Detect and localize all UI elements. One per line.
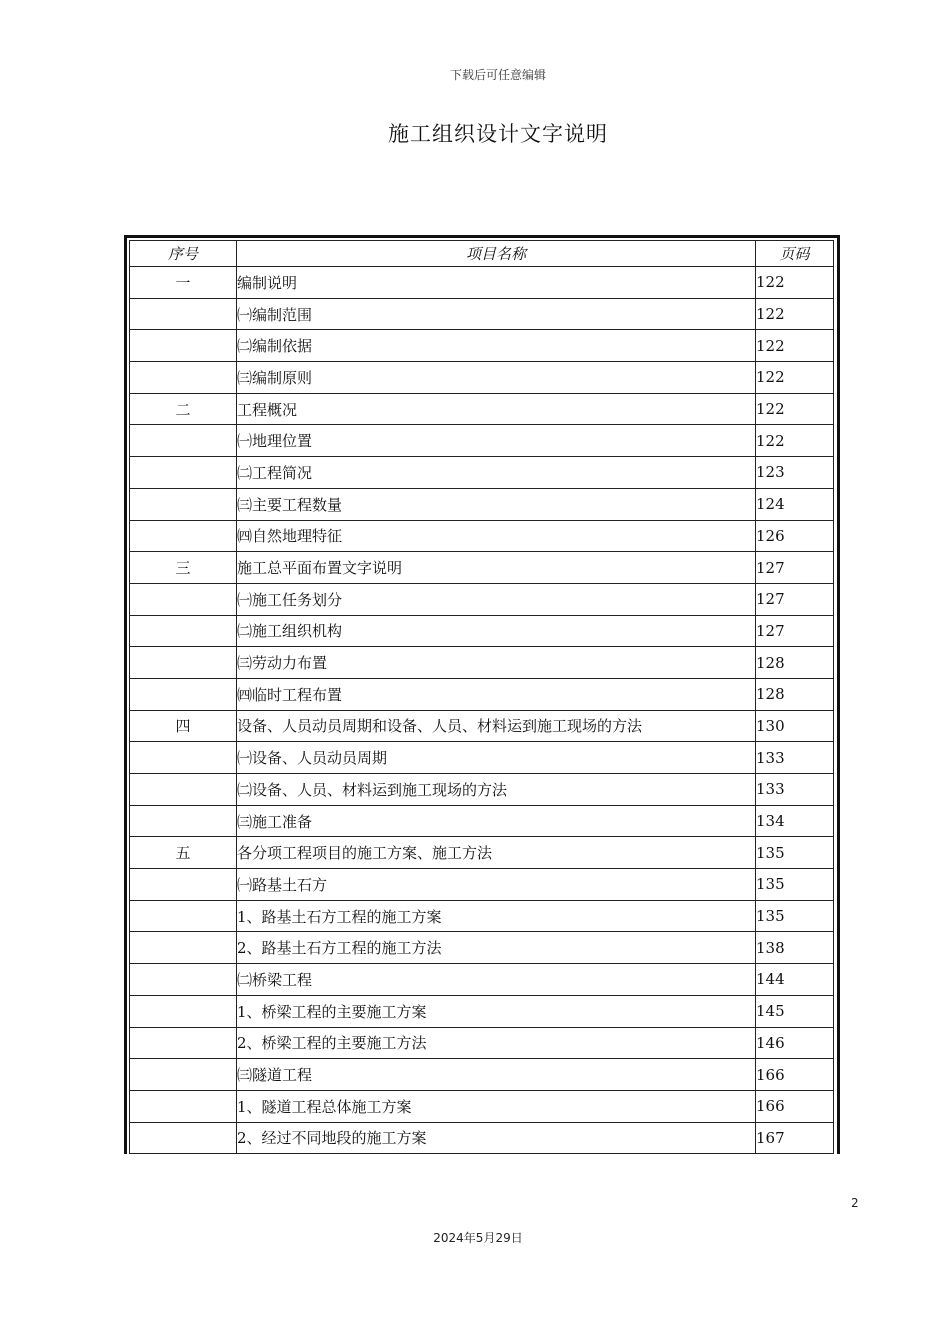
header-no: 序号 xyxy=(130,241,237,267)
table-row xyxy=(130,1059,834,1091)
table-row xyxy=(130,869,834,901)
row-number-cell: 一 xyxy=(130,267,237,299)
table-row xyxy=(130,995,834,1027)
row-page-cell: 133 xyxy=(756,774,834,806)
row-page-cell: 145 xyxy=(756,995,834,1027)
table-row xyxy=(130,742,834,774)
row-number-cell xyxy=(130,362,237,394)
row-title-cell: ㈠地理位置 xyxy=(237,425,756,457)
page-number: 2 xyxy=(851,1196,859,1210)
row-page-cell: 122 xyxy=(756,330,834,362)
toc-table xyxy=(129,240,834,1154)
row-title-cell: 工程概况 xyxy=(237,393,756,425)
row-number-cell xyxy=(130,805,237,837)
table-row xyxy=(130,330,834,362)
table-row xyxy=(130,647,834,679)
header-page: 页码 xyxy=(756,241,834,267)
row-page-cell: 122 xyxy=(756,393,834,425)
row-page-cell: 122 xyxy=(756,267,834,299)
row-number-cell xyxy=(130,774,237,806)
row-title-cell: ㈢主要工程数量 xyxy=(237,488,756,520)
row-title-cell: ㈠设备、人员动员周期 xyxy=(237,742,756,774)
row-title-cell: 各分项工程项目的施工方案、施工方法 xyxy=(237,837,756,869)
row-number-cell: 四 xyxy=(130,710,237,742)
toc-header-row xyxy=(130,241,834,267)
row-page-cell: 128 xyxy=(756,678,834,710)
table-row xyxy=(130,552,834,584)
row-title-cell: ㈢劳动力布置 xyxy=(237,647,756,679)
row-number-cell xyxy=(130,647,237,679)
row-page-cell: 144 xyxy=(756,964,834,996)
row-page-cell: 134 xyxy=(756,805,834,837)
row-page-cell: 127 xyxy=(756,615,834,647)
row-title-cell: ㈡设备、人员、材料运到施工现场的方法 xyxy=(237,774,756,806)
table-row xyxy=(130,1090,834,1122)
row-number-cell xyxy=(130,678,237,710)
table-row xyxy=(130,298,834,330)
row-page-cell: 126 xyxy=(756,520,834,552)
row-title-cell: 设备、人员动员周期和设备、人员、材料运到施工现场的方法 xyxy=(237,710,756,742)
row-title-cell: ㈠施工任务划分 xyxy=(237,583,756,615)
row-title-cell: 2、经过不同地段的施工方案 xyxy=(237,1122,756,1154)
row-number-cell xyxy=(130,583,237,615)
table-row xyxy=(130,837,834,869)
row-number-cell xyxy=(130,742,237,774)
header-note: 下载后可任意编辑 xyxy=(449,68,546,82)
row-number-cell xyxy=(130,457,237,489)
table-row xyxy=(130,267,834,299)
row-number-cell xyxy=(130,869,237,901)
page-title: 施工组织设计文字说明 xyxy=(388,122,608,146)
row-number-cell xyxy=(130,298,237,330)
row-page-cell: 166 xyxy=(756,1059,834,1091)
table-row xyxy=(130,900,834,932)
row-page-cell: 128 xyxy=(756,647,834,679)
row-number-cell: 二 xyxy=(130,393,237,425)
row-number-cell xyxy=(130,1027,237,1059)
row-title-cell: 2、桥梁工程的主要施工方法 xyxy=(237,1027,756,1059)
row-page-cell: 166 xyxy=(756,1090,834,1122)
row-title-cell: ㈢编制原则 xyxy=(237,362,756,394)
table-row xyxy=(130,615,834,647)
row-page-cell: 146 xyxy=(756,1027,834,1059)
table-row xyxy=(130,488,834,520)
footer-date: 2024年5月29日 xyxy=(433,1231,523,1245)
row-title-cell: 1、隧道工程总体施工方案 xyxy=(237,1090,756,1122)
row-number-cell xyxy=(130,330,237,362)
row-title-cell: ㈠编制范围 xyxy=(237,298,756,330)
row-page-cell: 127 xyxy=(756,583,834,615)
row-page-cell: 130 xyxy=(756,710,834,742)
table-row xyxy=(130,774,834,806)
table-row xyxy=(130,583,834,615)
row-title-cell: ㈡施工组织机构 xyxy=(237,615,756,647)
row-page-cell: 135 xyxy=(756,869,834,901)
row-title-cell: ㈠路基土石方 xyxy=(237,869,756,901)
row-number-cell xyxy=(130,1122,237,1154)
header-name: 项目名称 xyxy=(237,241,756,267)
row-page-cell: 138 xyxy=(756,932,834,964)
row-title-cell: ㈡编制依据 xyxy=(237,330,756,362)
table-row xyxy=(130,393,834,425)
row-number-cell: 五 xyxy=(130,837,237,869)
table-row xyxy=(130,805,834,837)
row-number-cell: 三 xyxy=(130,552,237,584)
row-page-cell: 122 xyxy=(756,425,834,457)
row-title-cell: 施工总平面布置文字说明 xyxy=(237,552,756,584)
table-row xyxy=(130,457,834,489)
row-number-cell xyxy=(130,964,237,996)
row-page-cell: 135 xyxy=(756,900,834,932)
row-number-cell xyxy=(130,1059,237,1091)
table-row xyxy=(130,932,834,964)
table-row xyxy=(130,425,834,457)
row-number-cell xyxy=(130,425,237,457)
row-page-cell: 127 xyxy=(756,552,834,584)
row-page-cell: 167 xyxy=(756,1122,834,1154)
row-page-cell: 123 xyxy=(756,457,834,489)
table-row xyxy=(130,362,834,394)
row-title-cell: ㈣临时工程布置 xyxy=(237,678,756,710)
table-row xyxy=(130,1122,834,1154)
row-title-cell: 编制说明 xyxy=(237,267,756,299)
table-row xyxy=(130,710,834,742)
row-page-cell: 122 xyxy=(756,362,834,394)
row-title-cell: 1、路基土石方工程的施工方案 xyxy=(237,900,756,932)
row-number-cell xyxy=(130,615,237,647)
row-page-cell: 135 xyxy=(756,837,834,869)
row-title-cell: ㈢施工准备 xyxy=(237,805,756,837)
row-title-cell: ㈢隧道工程 xyxy=(237,1059,756,1091)
row-number-cell xyxy=(130,1090,237,1122)
table-row xyxy=(130,520,834,552)
row-number-cell xyxy=(130,520,237,552)
row-number-cell xyxy=(130,900,237,932)
row-title-cell: ㈡桥梁工程 xyxy=(237,964,756,996)
row-number-cell xyxy=(130,995,237,1027)
table-row xyxy=(130,1027,834,1059)
row-title-cell: ㈡工程简况 xyxy=(237,457,756,489)
row-number-cell xyxy=(130,488,237,520)
row-title-cell: 1、桥梁工程的主要施工方案 xyxy=(237,995,756,1027)
row-page-cell: 122 xyxy=(756,298,834,330)
table-row xyxy=(130,678,834,710)
row-title-cell: ㈣自然地理特征 xyxy=(237,520,756,552)
row-number-cell xyxy=(130,932,237,964)
table-row xyxy=(130,964,834,996)
row-title-cell: 2、路基土石方工程的施工方法 xyxy=(237,932,756,964)
row-page-cell: 124 xyxy=(756,488,834,520)
row-page-cell: 133 xyxy=(756,742,834,774)
